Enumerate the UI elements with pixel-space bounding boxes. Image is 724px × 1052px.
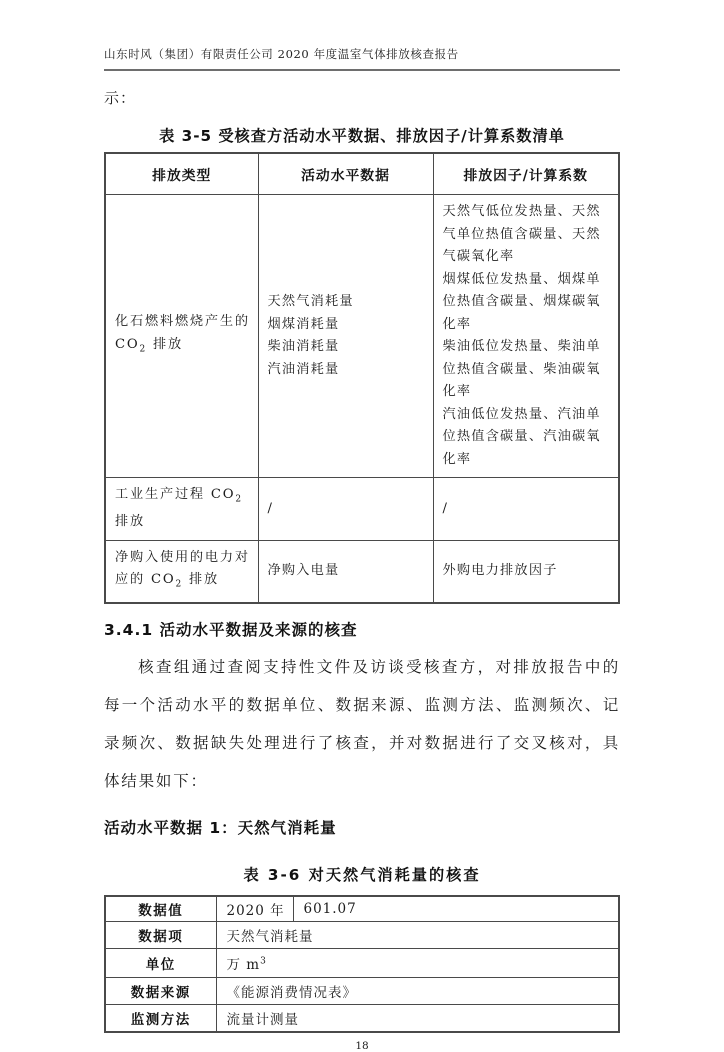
activity-data-1-heading: 活动水平数据 1：天然气消耗量: [104, 819, 337, 838]
cell-data-source: 《能源消费情况表》: [216, 978, 619, 1005]
factor-item: 柴油低位发热量、柴油单位热值含碳量、柴油碳氧化率: [442, 339, 601, 399]
header-emission-type: 排放类型: [105, 153, 258, 195]
table-3-6-caption: 表 3-6 对天然气消耗量的核查: [243, 866, 481, 885]
row-data-value: [105, 896, 619, 922]
cell-emission-factors: /: [433, 478, 619, 541]
cell-unit: 万 $m^3$: [216, 949, 619, 978]
section-3-4-1-heading: 3.4.1 活动水平数据及来源的核查: [104, 621, 358, 640]
label-data-item: 数据项: [105, 922, 216, 949]
header-emission-factor: 排放因子/计算系数: [433, 153, 619, 195]
cell-activity-data: 净购入电量: [258, 540, 433, 603]
cell-emission-factors: 外购电力排放因子: [433, 540, 619, 603]
label-data-value: 数据值: [105, 896, 216, 922]
lead-text: 示：: [104, 89, 137, 107]
row-data-source: [105, 978, 619, 1005]
table-row-industrial-process: [105, 478, 619, 541]
activity-item: 天然气消耗量: [267, 294, 354, 309]
header-activity-data: 活动水平数据: [258, 153, 433, 195]
table-3-5-caption: 表 3-5 受核查方活动水平数据、排放因子/计算系数清单: [159, 127, 565, 145]
factor-item: 天然气低位发热量、天然气单位热值含碳量、天然气碳氧化率: [442, 204, 601, 264]
label-data-source: 数据来源: [105, 978, 216, 1005]
cell-emission-type: 工业生产过程 $CO_2$ 排放: [105, 478, 258, 541]
activity-item: 汽油消耗量: [267, 361, 340, 377]
cell-activity-data: [258, 195, 433, 478]
report-header-title: 山东时风（集团）有限责任公司 2020 年度温室气体排放核查报告: [104, 0, 620, 71]
cell-activity-data: /: [258, 478, 433, 541]
cell-data-item: 天然气消耗量: [216, 922, 619, 949]
table-row-fossil-fuel: [105, 195, 619, 478]
label-monitor-method: 监测方法: [105, 1005, 216, 1032]
cell-monitor-method: 流量计测量: [216, 1005, 619, 1032]
activity-item: 烟煤消耗量: [267, 316, 340, 332]
cell-emission-type: 化石燃料燃烧产生的 $CO_2$ 排放: [105, 195, 258, 478]
row-unit: [105, 949, 619, 978]
document-page: [104, 0, 620, 1052]
factor-item: 烟煤低位发热量、烟煤单位热值含碳量、烟煤碳氧化率: [442, 271, 601, 332]
activity-item: 柴油消耗量: [267, 339, 340, 354]
table-3-5-header-row: [105, 153, 619, 195]
factor-item: 汽油低位发热量、汽油单位热值含碳量、汽油碳氧化率: [442, 406, 601, 467]
label-unit: 单位: [105, 949, 216, 978]
table-3-6: [104, 895, 620, 1033]
section-paragraph: 核查组通过查阅支持性文件及访谈受核查方，对排放报告中的每一个活动水平的数据单位、数据来源、监测方法、监测频次、记录频次、数据缺失处理进行了核查，并对数据进行了交叉核对，具体结果如下：: [104, 658, 620, 791]
row-monitor-method: [105, 1005, 619, 1032]
cell-value: 601.07: [293, 896, 619, 922]
page-number: 18: [355, 1039, 369, 1052]
cell-year: 2020 年: [216, 896, 293, 922]
row-data-item: [105, 922, 619, 949]
table-row-purchased-electricity: [105, 540, 619, 603]
cell-emission-type: 净购入使用的电力对应的 $CO_2$ 排放: [105, 540, 258, 603]
cell-emission-factors: [433, 195, 619, 478]
table-3-5: [104, 152, 620, 604]
